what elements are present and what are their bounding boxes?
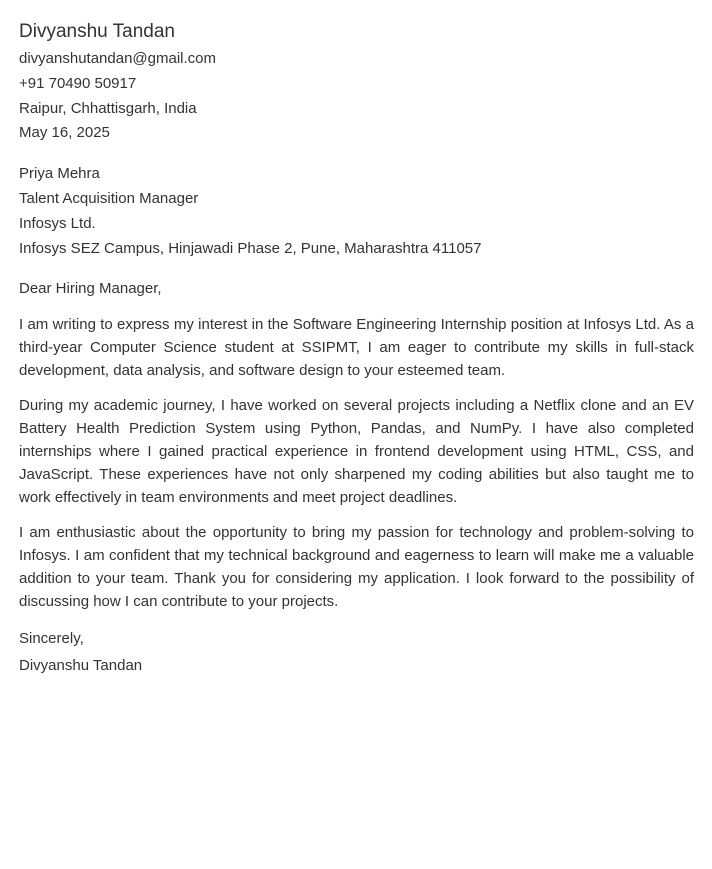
closing-block [19, 626, 694, 679]
body-paragraph: I am enthusiastic about the opportunity to bring my passion for technology and problem-solving to Infosys. I am confident that my technical background and eagerness to learn will make me a valuable addition to your team. Thank you for considering my application. I look forward to the possibility of discussing how I can contribute to your projects. [19, 524, 694, 611]
recipient-title: Talent Acquisition Manager [19, 189, 199, 207]
recipient-name: Priya Mehra [19, 165, 100, 183]
sender-name: Divyanshu Tandan [19, 21, 175, 42]
signature-name: Divyanshu Tandan [19, 656, 143, 674]
salutation: Dear Hiring Manager, [19, 280, 162, 298]
closing-phrase: Sincerely, [19, 630, 84, 648]
body-paragraph: During my academic journey, I have worked on several projects including a Netflix clone and an EV Battery Health Prediction System using Python, Pandas, and NumPy. I have also completed internships where I gained practical experience in frontend development using HTML, CSS, and JavaScript. These experiences have not only sharpened my coding abilities but also taught me to work effectively in team environments and meet project deadlines. [19, 397, 694, 507]
sender-phone: +91 70490 50917 [19, 74, 137, 92]
recipient-company: Infosys Ltd. [19, 214, 96, 232]
body-paragraph: I am writing to express my interest in the Software Engineering Internship position at Infosys Ltd. As a third-year Computer Science student at SSIPMT, I am eager to contribute my skills in full-stack development, data analysis, and software design to your esteemed team. [19, 316, 694, 380]
sender-email: divyanshutandan@gmail.com [19, 50, 216, 67]
sender-location: Raipur, Chhattisgarh, India [19, 99, 197, 117]
recipient-address: Infosys SEZ Campus, Hinjawadi Phase 2, Pune, Maharashtra 411057 [19, 239, 482, 257]
sender-block [19, 20, 694, 146]
letter-date: May 16, 2025 [19, 124, 110, 142]
recipient-block [19, 162, 694, 261]
